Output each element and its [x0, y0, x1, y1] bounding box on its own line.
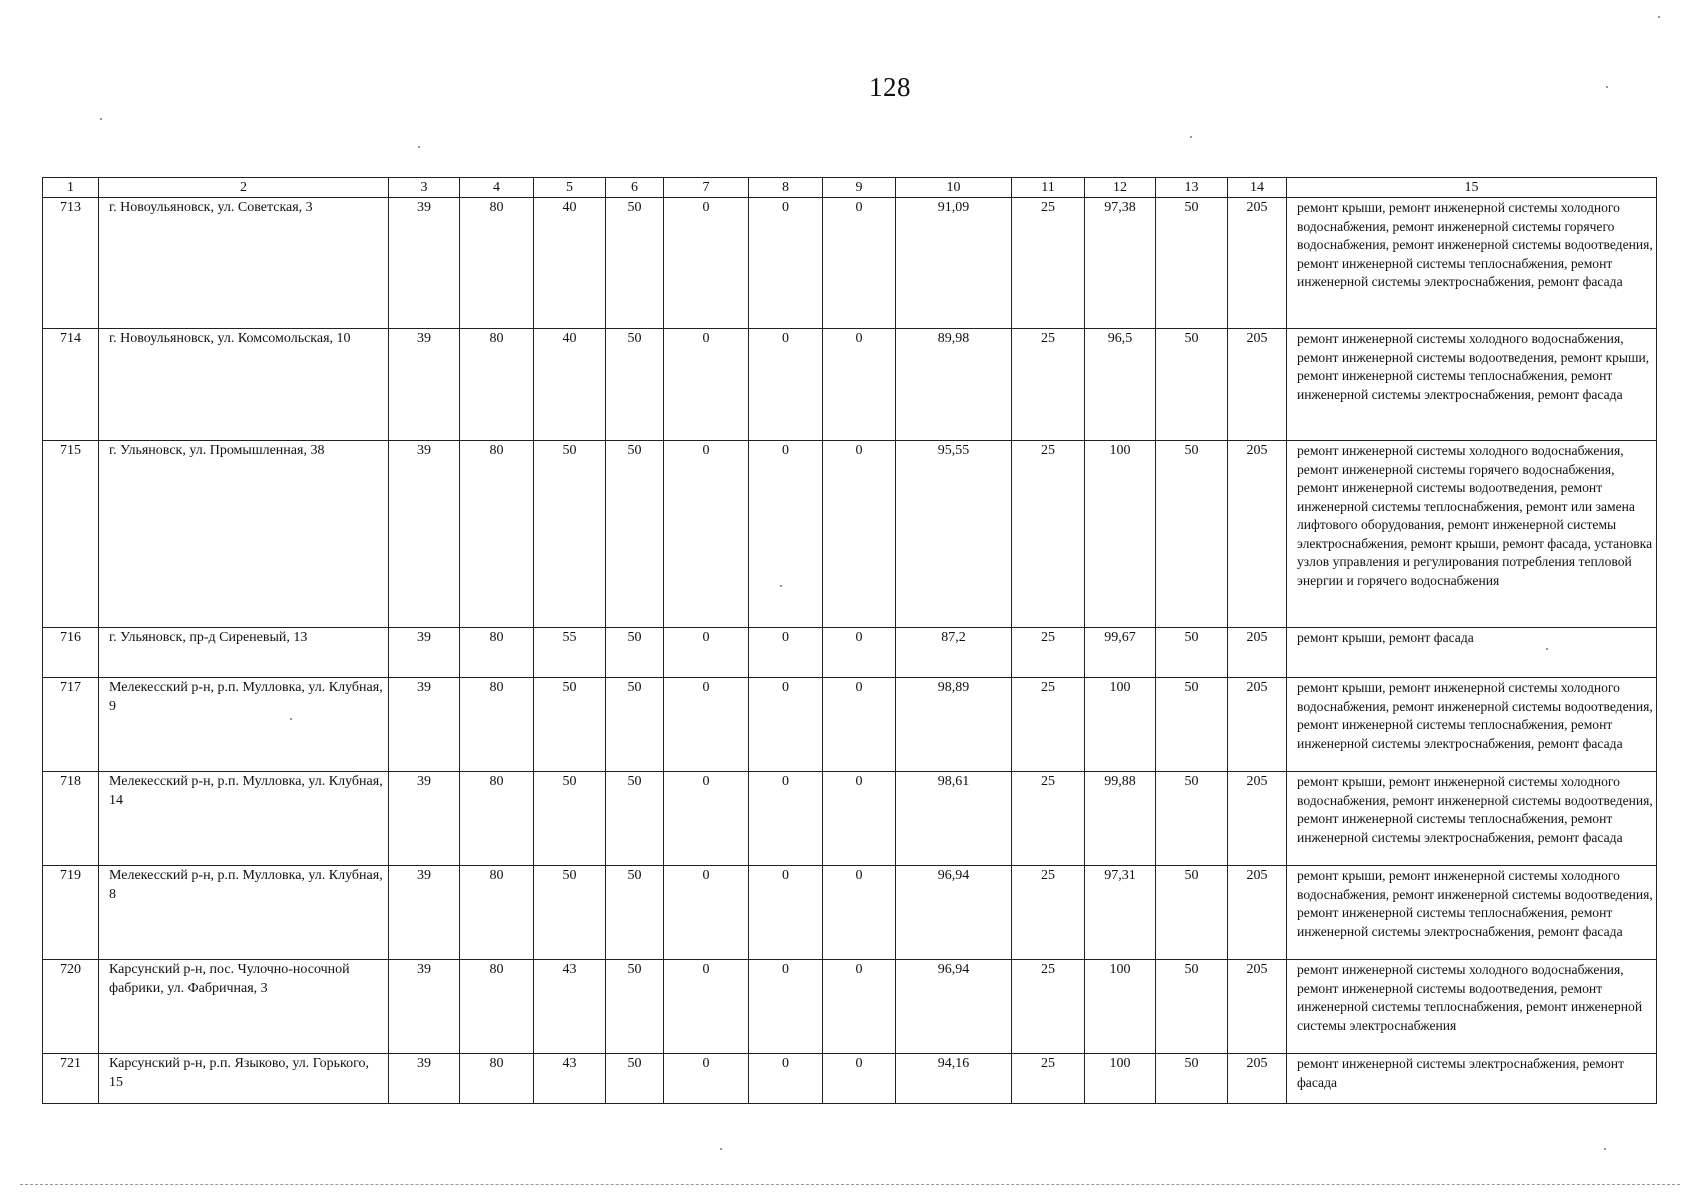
scan-speck: [720, 1148, 722, 1150]
value-cell: 0: [749, 441, 823, 628]
value-cell: 50: [534, 678, 606, 772]
value-cell: 50: [1156, 198, 1228, 329]
value-cell: 50: [1156, 772, 1228, 866]
value-cell: 98,61: [896, 772, 1012, 866]
works-list-cell: ремонт крыши, ремонт фасада: [1287, 628, 1657, 678]
housing-repair-table: [42, 177, 1657, 1104]
column-header: 2: [99, 178, 389, 198]
value-cell: 50: [1156, 866, 1228, 960]
scan-speck: [1604, 1148, 1606, 1150]
scan-speck: [100, 118, 102, 120]
value-cell: 205: [1228, 628, 1287, 678]
address-cell: Мелекесский р-н, р.п. Мулловка, ул. Клубная, 9: [99, 678, 389, 772]
row-number-cell: 720: [43, 960, 99, 1054]
address-cell: Карсунский р-н, р.п. Языково, ул. Горького, 15: [99, 1054, 389, 1104]
value-cell: 80: [460, 1054, 534, 1104]
value-cell: 50: [606, 441, 664, 628]
value-cell: 80: [460, 628, 534, 678]
value-cell: 25: [1012, 628, 1085, 678]
value-cell: 0: [823, 866, 896, 960]
value-cell: 0: [823, 960, 896, 1054]
value-cell: 50: [534, 441, 606, 628]
value-cell: 50: [606, 960, 664, 1054]
value-cell: 50: [606, 198, 664, 329]
value-cell: 99,88: [1085, 772, 1156, 866]
value-cell: 0: [664, 329, 749, 441]
value-cell: 50: [534, 866, 606, 960]
address-cell: г. Новоульяновск, ул. Комсомольская, 10: [99, 329, 389, 441]
works-list-cell: ремонт инженерной системы электроснабжения, ремонт фасада: [1287, 1054, 1657, 1104]
column-header: 10: [896, 178, 1012, 198]
works-list-cell: ремонт инженерной системы холодного водоснабжения, ремонт инженерной системы горячего водоснабжения, ремонт инженерной системы водоотведения, ремонт инженерной системы теплоснабжения, ремонт или замена лифтового оборудования, ремонт инженерной системы электроснабжения, ремонт крыши, ремонт фасада, установка узлов управления и регулирования потребления тепловой энергии и горячего водоснабжения: [1287, 441, 1657, 628]
value-cell: 0: [664, 772, 749, 866]
table-row: [43, 960, 1657, 1054]
works-list-cell: ремонт крыши, ремонт инженерной системы холодного водоснабжения, ремонт инженерной системы водоотведения, ремонт инженерной системы теплоснабжения, ремонт инженерной системы электроснабжения, ремонт фасада: [1287, 678, 1657, 772]
value-cell: 25: [1012, 772, 1085, 866]
column-header: 8: [749, 178, 823, 198]
value-cell: 87,2: [896, 628, 1012, 678]
value-cell: 95,55: [896, 441, 1012, 628]
value-cell: 0: [749, 678, 823, 772]
value-cell: 0: [664, 198, 749, 329]
value-cell: 25: [1012, 329, 1085, 441]
table-body: [43, 198, 1657, 1104]
column-header: 13: [1156, 178, 1228, 198]
works-list-cell: ремонт инженерной системы холодного водоснабжения, ремонт инженерной системы водоотведения, ремонт крыши, ремонт инженерной системы теплоснабжения, ремонт инженерной системы электроснабжения, ремонт фасада: [1287, 329, 1657, 441]
value-cell: 50: [1156, 441, 1228, 628]
row-number-cell: 714: [43, 329, 99, 441]
table-row: [43, 1054, 1657, 1104]
column-header: 4: [460, 178, 534, 198]
column-header: 9: [823, 178, 896, 198]
value-cell: 25: [1012, 1054, 1085, 1104]
column-header: 7: [664, 178, 749, 198]
value-cell: 0: [664, 441, 749, 628]
page-number: 128: [869, 72, 911, 102]
table-row: [43, 866, 1657, 960]
column-number-header-row: [43, 178, 1657, 198]
value-cell: 39: [389, 329, 460, 441]
address-cell: г. Ульяновск, пр-д Сиреневый, 13: [99, 628, 389, 678]
column-header: 1: [43, 178, 99, 198]
value-cell: 0: [749, 772, 823, 866]
value-cell: 50: [606, 866, 664, 960]
value-cell: 99,67: [1085, 628, 1156, 678]
value-cell: 50: [1156, 960, 1228, 1054]
value-cell: 55: [534, 628, 606, 678]
value-cell: 39: [389, 198, 460, 329]
column-header: 3: [389, 178, 460, 198]
row-number-cell: 717: [43, 678, 99, 772]
column-header: 6: [606, 178, 664, 198]
scan-edge-line: [20, 1184, 1680, 1185]
value-cell: 39: [389, 441, 460, 628]
value-cell: 40: [534, 329, 606, 441]
works-list-cell: ремонт крыши, ремонт инженерной системы холодного водоснабжения, ремонт инженерной системы горячего водоснабжения, ремонт инженерной системы водоотведения, ремонт инженерной системы теплоснабжения, ремонт инженерной системы электроснабжения, ремонт фасада: [1287, 198, 1657, 329]
value-cell: 25: [1012, 678, 1085, 772]
column-header: 14: [1228, 178, 1287, 198]
value-cell: 0: [749, 329, 823, 441]
value-cell: 98,89: [896, 678, 1012, 772]
value-cell: 39: [389, 772, 460, 866]
row-number-cell: 718: [43, 772, 99, 866]
value-cell: 43: [534, 960, 606, 1054]
value-cell: 0: [664, 678, 749, 772]
value-cell: 94,16: [896, 1054, 1012, 1104]
scan-speck: [290, 718, 292, 720]
value-cell: 97,31: [1085, 866, 1156, 960]
column-header: 15: [1287, 178, 1657, 198]
value-cell: 205: [1228, 960, 1287, 1054]
value-cell: 80: [460, 198, 534, 329]
works-list-cell: ремонт крыши, ремонт инженерной системы холодного водоснабжения, ремонт инженерной системы водоотведения, ремонт инженерной системы теплоснабжения, ремонт инженерной системы электроснабжения, ремонт фасада: [1287, 772, 1657, 866]
scan-speck: [1546, 648, 1548, 650]
column-header: 5: [534, 178, 606, 198]
works-list-cell: ремонт инженерной системы холодного водоснабжения, ремонт инженерной системы водоотведения, ремонт инженерной системы теплоснабжения, ремонт инженерной системы электроснабжения: [1287, 960, 1657, 1054]
value-cell: 0: [664, 866, 749, 960]
value-cell: 0: [823, 628, 896, 678]
value-cell: 205: [1228, 198, 1287, 329]
value-cell: 50: [1156, 628, 1228, 678]
value-cell: 25: [1012, 441, 1085, 628]
address-cell: Карсунский р-н, пос. Чулочно-носочной фабрики, ул. Фабричная, 3: [99, 960, 389, 1054]
value-cell: 0: [749, 866, 823, 960]
row-number-cell: 719: [43, 866, 99, 960]
value-cell: 96,94: [896, 866, 1012, 960]
value-cell: 80: [460, 866, 534, 960]
value-cell: 50: [1156, 678, 1228, 772]
value-cell: 205: [1228, 678, 1287, 772]
row-number-cell: 713: [43, 198, 99, 329]
column-header: 11: [1012, 178, 1085, 198]
value-cell: 0: [749, 960, 823, 1054]
value-cell: 50: [534, 772, 606, 866]
address-cell: г. Ульяновск, ул. Промышленная, 38: [99, 441, 389, 628]
row-number-cell: 715: [43, 441, 99, 628]
value-cell: 100: [1085, 1054, 1156, 1104]
value-cell: 96,94: [896, 960, 1012, 1054]
table-row: [43, 329, 1657, 441]
value-cell: 80: [460, 960, 534, 1054]
value-cell: 39: [389, 678, 460, 772]
table-row: [43, 772, 1657, 866]
row-number-cell: 721: [43, 1054, 99, 1104]
column-header: 12: [1085, 178, 1156, 198]
value-cell: 0: [823, 329, 896, 441]
value-cell: 0: [664, 1054, 749, 1104]
value-cell: 0: [749, 198, 823, 329]
value-cell: 25: [1012, 960, 1085, 1054]
value-cell: 40: [534, 198, 606, 329]
value-cell: 0: [749, 628, 823, 678]
value-cell: 205: [1228, 329, 1287, 441]
value-cell: 39: [389, 628, 460, 678]
value-cell: 205: [1228, 772, 1287, 866]
value-cell: 100: [1085, 441, 1156, 628]
value-cell: 25: [1012, 866, 1085, 960]
value-cell: 25: [1012, 198, 1085, 329]
value-cell: 91,09: [896, 198, 1012, 329]
value-cell: 0: [823, 441, 896, 628]
table-row: [43, 628, 1657, 678]
table-row: [43, 441, 1657, 628]
scan-speck: [1606, 86, 1608, 88]
value-cell: 39: [389, 1054, 460, 1104]
value-cell: 0: [664, 628, 749, 678]
value-cell: 50: [1156, 329, 1228, 441]
value-cell: 80: [460, 678, 534, 772]
table-row: [43, 198, 1657, 329]
address-cell: Мелекесский р-н, р.п. Мулловка, ул. Клубная, 8: [99, 866, 389, 960]
value-cell: 50: [606, 772, 664, 866]
value-cell: 0: [823, 678, 896, 772]
value-cell: 205: [1228, 441, 1287, 628]
value-cell: 0: [823, 1054, 896, 1104]
works-list-cell: ремонт крыши, ремонт инженерной системы холодного водоснабжения, ремонт инженерной системы водоотведения, ремонт инженерной системы теплоснабжения, ремонт инженерной системы электроснабжения, ремонт фасада: [1287, 866, 1657, 960]
value-cell: 39: [389, 866, 460, 960]
value-cell: 97,38: [1085, 198, 1156, 329]
value-cell: 50: [606, 628, 664, 678]
value-cell: 50: [1156, 1054, 1228, 1104]
value-cell: 50: [606, 329, 664, 441]
value-cell: 96,5: [1085, 329, 1156, 441]
value-cell: 0: [749, 1054, 823, 1104]
row-number-cell: 716: [43, 628, 99, 678]
table-row: [43, 678, 1657, 772]
value-cell: 100: [1085, 960, 1156, 1054]
value-cell: 50: [606, 678, 664, 772]
value-cell: 39: [389, 960, 460, 1054]
scan-speck: [1658, 16, 1660, 18]
value-cell: 205: [1228, 1054, 1287, 1104]
value-cell: 80: [460, 441, 534, 628]
value-cell: 80: [460, 329, 534, 441]
value-cell: 50: [606, 1054, 664, 1104]
scan-speck: [780, 585, 782, 587]
value-cell: 89,98: [896, 329, 1012, 441]
scan-speck: [1190, 136, 1192, 138]
value-cell: 0: [823, 198, 896, 329]
value-cell: 80: [460, 772, 534, 866]
scan-speck: [418, 146, 420, 148]
value-cell: 0: [823, 772, 896, 866]
value-cell: 0: [664, 960, 749, 1054]
address-cell: г. Новоульяновск, ул. Советская, 3: [99, 198, 389, 329]
address-cell: Мелекесский р-н, р.п. Мулловка, ул. Клубная, 14: [99, 772, 389, 866]
value-cell: 205: [1228, 866, 1287, 960]
value-cell: 43: [534, 1054, 606, 1104]
value-cell: 100: [1085, 678, 1156, 772]
